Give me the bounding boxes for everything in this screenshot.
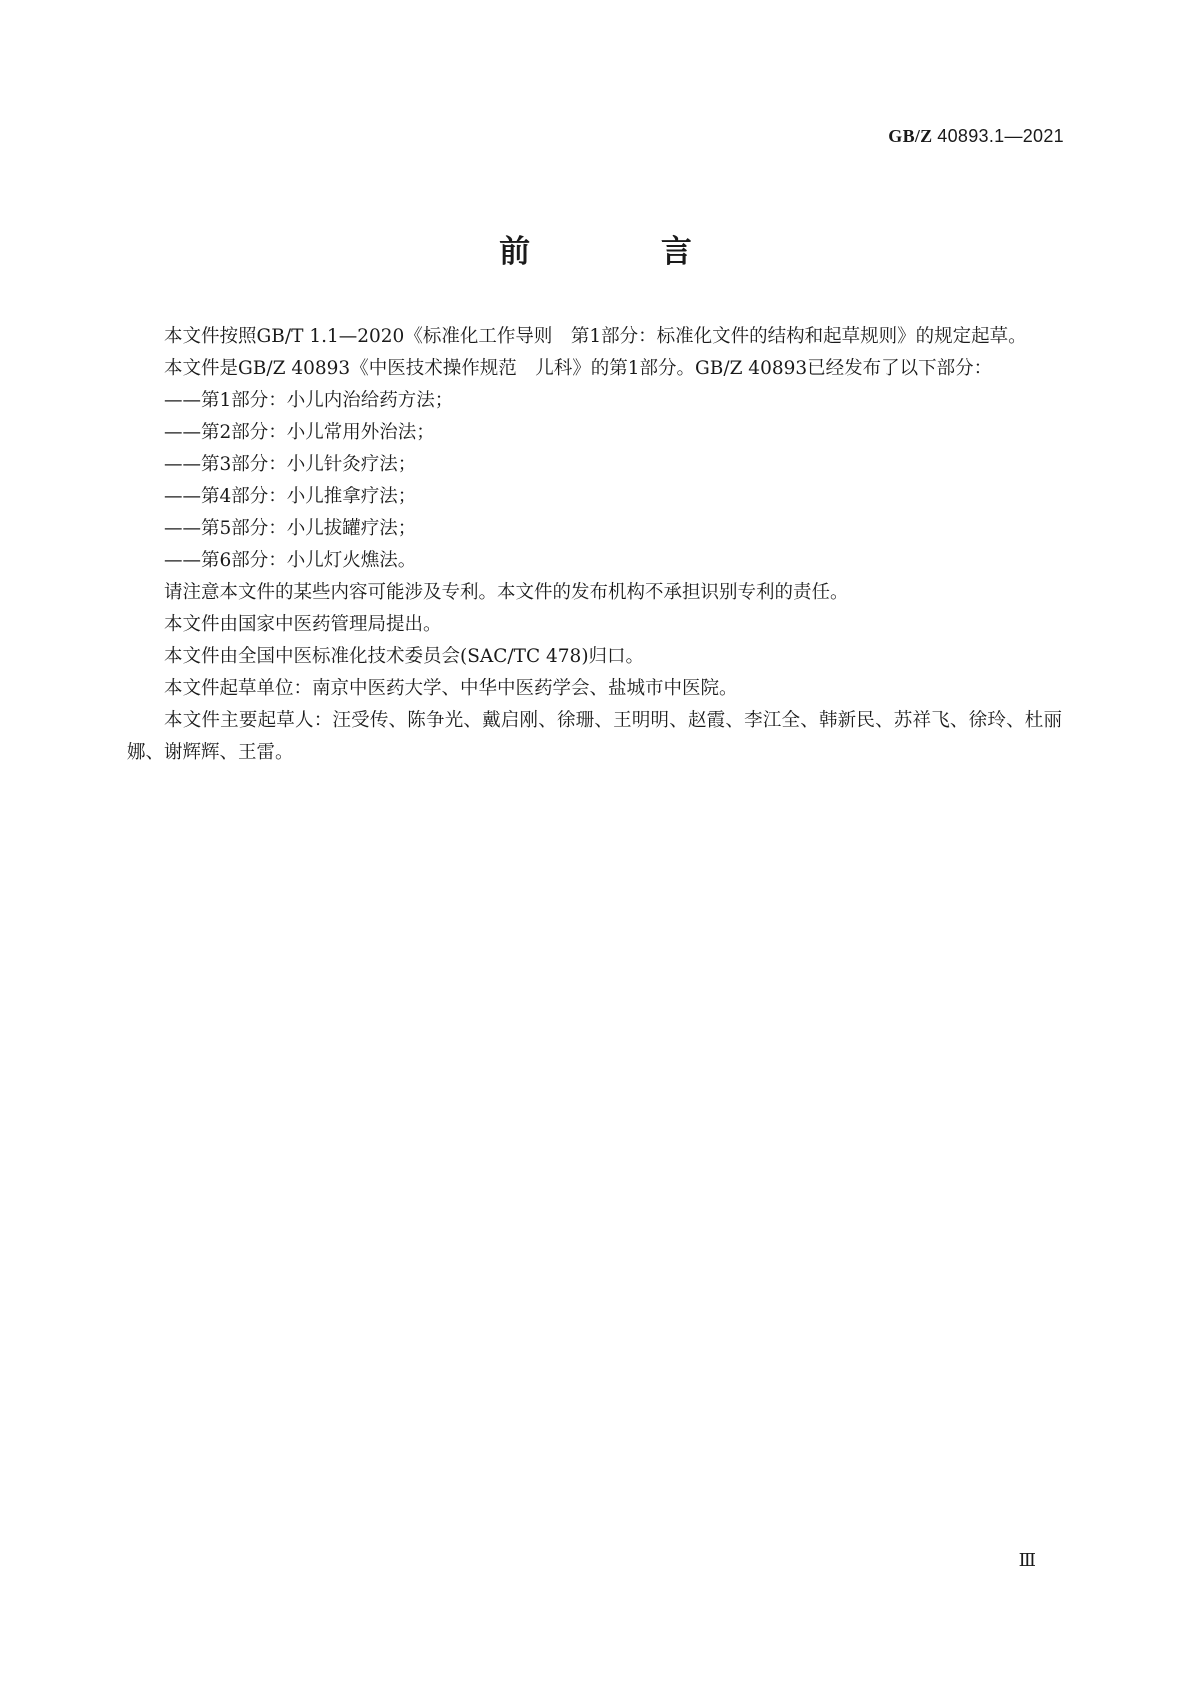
document-code — [888, 126, 1064, 147]
paragraph-patent-notice: 请注意本文件的某些内容可能涉及专利。本文件的发布机构不承担识别专利的责任。 — [164, 582, 849, 603]
list-item: ——第1部分：小儿内治给药方法； — [164, 390, 454, 411]
preface-body — [127, 321, 1062, 769]
paragraph-drafting-rules: 本文件按照GB/T 1.1—2020《标准化工作导则 第1部分：标准化文件的结构和起草规则》的规定起草。 — [164, 326, 1027, 347]
page-number: Ⅲ — [1018, 1550, 1036, 1570]
list-item: ——第6部分：小儿灯火燋法。 — [164, 550, 417, 571]
paragraph-series-intro: 本文件是GB/Z 40893《中医技术操作规范 儿科》的第1部分。GB/Z 40893已经发布了以下部分： — [164, 358, 993, 379]
paragraph-committee: 本文件由全国中医标准化技术委员会(SAC/TC 478)归口。 — [164, 646, 645, 667]
list-item: ——第5部分：小儿拔罐疗法； — [164, 518, 417, 539]
list-item: ——第3部分：小儿针灸疗法； — [164, 454, 417, 475]
document-code-prefix: GB/Z — [888, 126, 938, 146]
list-item: ——第2部分：小儿常用外治法； — [164, 422, 435, 443]
list-item: ——第4部分：小儿推拿疗法； — [164, 486, 417, 507]
page-title: 前 言 — [499, 234, 752, 270]
paragraph-drafters: 本文件主要起草人：汪受传、陈争光、戴启刚、徐珊、王明明、赵霞、李江全、韩新民、苏祥飞、徐玲、杜丽娜、谢辉辉、王雷。 — [127, 710, 1062, 763]
parts-list — [127, 385, 1062, 577]
document-code-number: 40893.1—2021 — [937, 126, 1064, 146]
paragraph-proposer: 本文件由国家中医药管理局提出。 — [164, 614, 442, 635]
paragraph-drafting-units: 本文件起草单位：南京中医药大学、中华中医药学会、盐城市中医院。 — [164, 678, 738, 699]
